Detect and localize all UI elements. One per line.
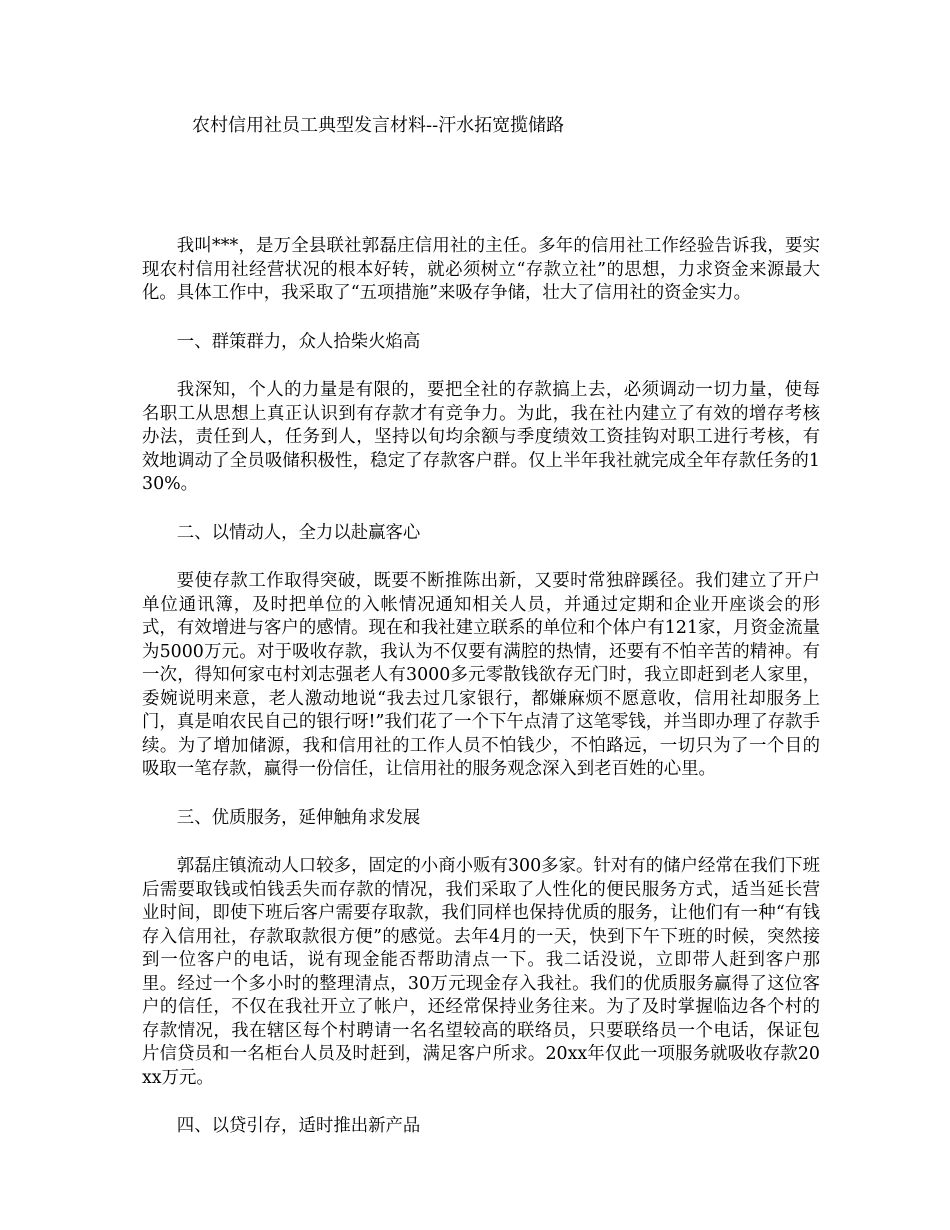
paragraph-section-3: 郭磊庄镇流动人口较多，固定的小商小贩有300多家。针对有的储户经常在我们下班后需要取钱或怕钱丢失而存款的情况，我们采取了人性化的便民服务方式，适当延长营业时间，即使下班后客户需要存取款，我们同样也保持优质的服务，让他们有一种“有钱存入信用社，存款取款很方便”的感觉。去年4月的一天，快到下午下班的时候，突然接到一位客户的电话，说有现金能否帮助清点一下。我二话没说，立即带人赶到客户那里。经过一个多小时的整理清点，30万元现金存入我社。我们的优质服务赢得了这位客户的信任，不仅在我社开立了帐户，还经常保持业务往来。为了及时掌握临边各个村的存款情况，我在辖区每个村聘请一名名望较高的联络员，只要联络员一个电话，保证包片信贷员和一名柜台人员及时赶到，满足客户所求。20xx年仅此一项服务就吸收存款20xx万元。 (142, 856, 820, 1088)
paragraph-section-1: 我深知，个人的力量是有限的，要把全社的存款搞上去，必须调动一切力量，使每名职工从思想上真正认识到有存款才有竞争力。为此，我在社内建立了有效的增存考核办法，责任到人，任务到人，坚持以旬均余额与季度绩效工资挂钩对职工进行考核，有效地调动了全员吸储积极性，稳定了存款客户群。仅上半年我社就完成全年存款任务的130%。 (142, 380, 820, 494)
section-heading-1: 一、群策群力，众人拾柴火焰高 (176, 331, 421, 352)
document-body (142, 235, 820, 1164)
section-heading-2: 二、以情动人，全力以赴赢客心 (176, 522, 421, 543)
section-heading-3: 三、优质服务，延伸触角求发展 (176, 807, 421, 828)
paragraph-section-2: 要使存款工作取得突破，既要不断推陈出新，又要时常独辟蹊径。我们建立了开户单位通讯簿，及时把单位的入帐情况通知相关人员，并通过定期和企业开座谈会的形式，有效增进与客户的感情。现在和我社建立联系的单位和个体户有121家，月资金流量为5000万元。对于吸收存款，我认为不仅要有满腔的热情，还要有不怕辛苦的精神。有一次，得知何家屯村刘志强老人有3000多元零散钱欲存无门时，我立即赶到老人家里，委婉说明来意，老人激动地说“我去过几家银行，都嫌麻烦不愿意收，信用社却服务上门，真是咱农民自己的银行呀!”我们花了一个下午点清了这笔零钱，并当即办理了存款手续。为了增加储源，我和信用社的工作人员不怕钱少，不怕路远，一切只为了一个目的吸取一笔存款，赢得一份信任，让信用社的服务观念深入到老百姓的心里。 (142, 571, 820, 779)
paragraph-intro: 我叫***，是万全县联社郭磊庄信用社的主任。多年的信用社工作经验告诉我，要实现农村信用社经营状况的根本好转，就必须树立“存款立社”的思想，力求资金来源最大化。具体工作中，我采取了“五项措施”来吸存争储，壮大了信用社的资金实力。 (142, 236, 820, 303)
document-title: 农村信用社员工典型发言材料--汗水拓宽揽储路 (192, 115, 565, 136)
section-heading-4: 四、以贷引存，适时推出新产品 (176, 1116, 421, 1136)
